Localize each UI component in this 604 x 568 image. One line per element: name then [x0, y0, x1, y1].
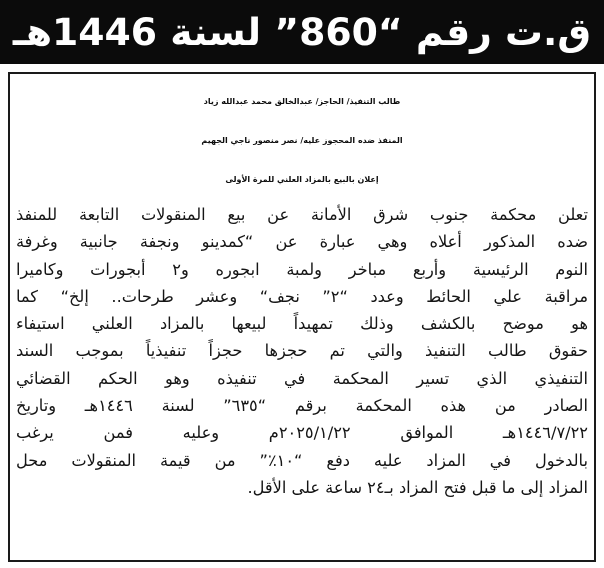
body-line: التنفيذي الذي تسير المحكمة في تنفيذه وهو الحكم القضائي	[16, 368, 588, 388]
notice-header-bar	[0, 0, 604, 64]
body-line: بالدخول في المزاد عليه دفع “١٠٪” من قيمة المنقولات محل	[16, 450, 588, 470]
body-line: حقوق طالب التنفيذ والتي تم حجزها حجزاً تنفيذياً بموجب السند	[16, 341, 588, 361]
body-line: هو موضح بالكشف وذلك تمهيداً لبيعها بالمزاد العلني استيفاء	[16, 314, 588, 334]
body-line: الصادر من هذه المحكمة برقم “٦٣٥” لسنة ١٤٤٦هـ وتاريخ	[16, 396, 588, 416]
body-line: تعلن محكمة جنوب شرق الأمانة عن بيع المنقولات التابعة للمنفذ	[16, 205, 588, 224]
body-line: مراقبة علي الحائط وعدد “٢” نجف“ وعشر طرحات.. إلخ“ كما	[16, 286, 588, 306]
debtor-line: المنفذ ضده المحجوز عليه/ نصر منصور ناجي الجهيم	[201, 136, 403, 145]
auction-announcement-line: إعلان بالبيع بالمزاد العلني للمرة الأولى	[225, 175, 379, 184]
notice-title: ق.ت رقم “860” لسنة 1446هـ	[12, 10, 592, 54]
body-line: ضده المذكور أعلاه وهي عبارة عن “كمدينو ونجفة جانبية وغرفة	[16, 232, 588, 252]
execution-requester-line: طالب التنفيذ/ الحاجز/ عبدالخالق محمد عبدالله زياد	[203, 97, 401, 106]
notice-headlines	[14, 82, 590, 199]
notice-body	[16, 201, 588, 501]
body-line: ١٤٤٦/٧/٢٢هـ الموافق ٢٠٢٥/١/٢٢م وعليه فمن يرغب	[16, 423, 588, 443]
body-line: النوم الرئيسية وأربع مباخر ولمبة ابجوره و٢ أبجورات وكاميرا	[16, 259, 588, 279]
body-line: المزاد إلى ما قبل فتح المزاد بـ٢٤ ساعة على الأقل.	[247, 477, 588, 497]
